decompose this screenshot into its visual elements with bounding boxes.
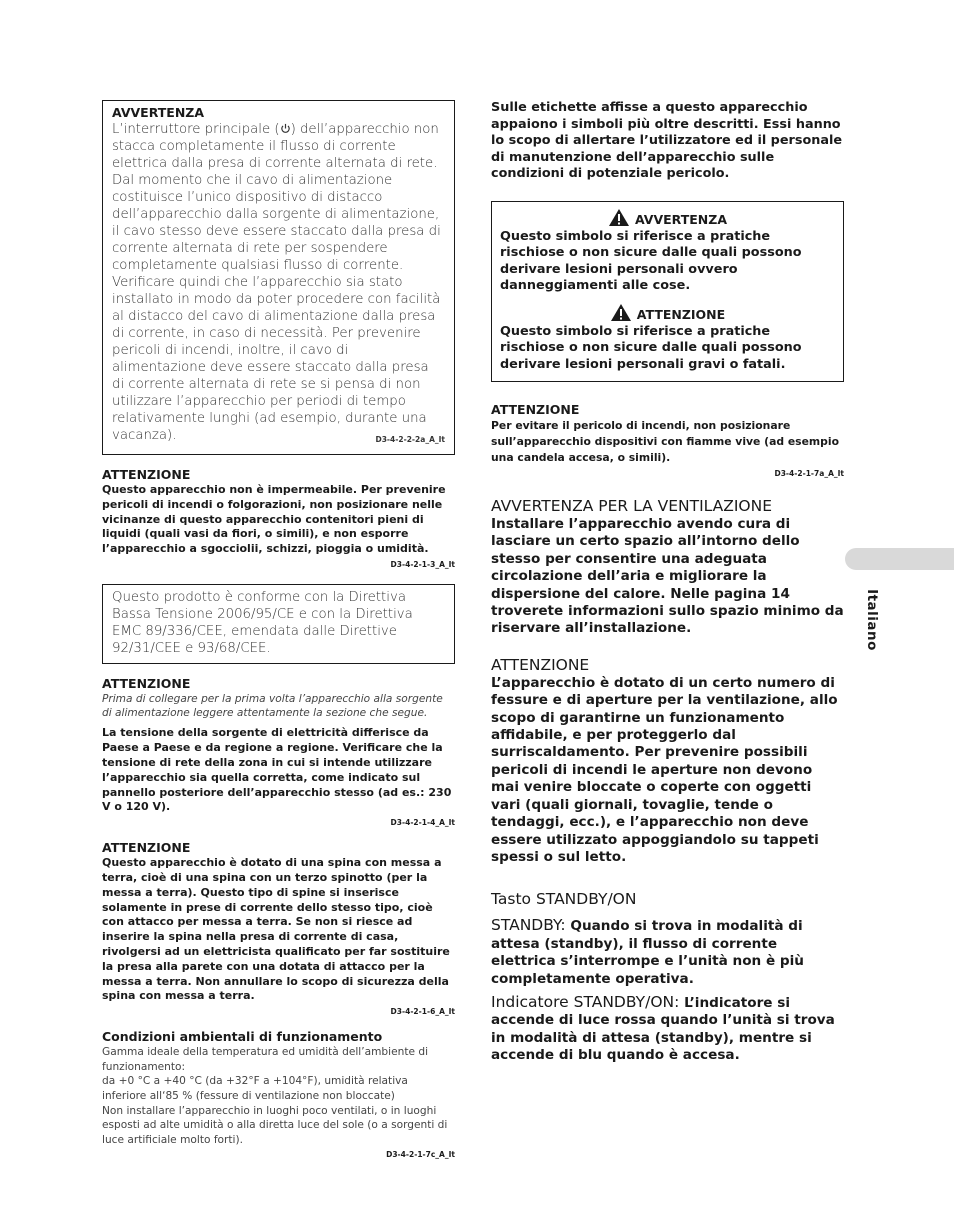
condizioni-title: Condizioni ambientali di funzionamento	[102, 1029, 383, 1045]
condizioni-section	[102, 1029, 455, 1160]
avvertenza-text	[112, 121, 445, 444]
symbols-intro: Sulle etichette affisse a questo apparecchio appaiono i simboli più oltre descritti. Essi hanno lo scopo di allertare l’utilizzatore ed il personale di manutenzione dell’apparecchio sulle condizioni di potenziale pericolo.	[491, 100, 843, 181]
language-side-tab	[845, 548, 954, 570]
ventilazione-title: AVVERTENZA PER LA VENTILAZIONE	[491, 497, 773, 515]
attenzione1-title: ATTENZIONE	[102, 467, 191, 482]
attenzione2-italic: Prima di collegare per la prima volta l’apparecchio alla sorgente di alimentazione leggere attentamente la sezione che segue.	[102, 692, 443, 720]
avvertenza-code: D3-4-2-2-2a_A_It	[375, 435, 445, 444]
ventilazione-text: Installare l’apparecchio avendo cura di lasciare un certo spazio all’intorno dello stesso per consentire una adeguata circolazione dell’aria e migliorare la dispersione del calore. Nelle pagina 14 troverete informazioni sullo spazio minimo da riservare all’installazione.	[491, 516, 844, 637]
avvertenza-symbol-text: Questo simbolo si riferisce a pratiche rischiose o non sicure dalle quali possono derivare lesioni personali ovvero danneggiamenti alle cose.	[500, 228, 802, 293]
attenzione-section-2	[102, 676, 455, 828]
left-column	[102, 100, 455, 1160]
standby-lead: STANDBY:	[491, 916, 566, 935]
attenzione-section-1	[102, 467, 455, 570]
language-label: Italiano	[864, 589, 880, 651]
symbol-box	[491, 201, 844, 383]
avvertenza-title: AVVERTENZA	[112, 105, 205, 120]
attenzione-symbol-title: ATTENZIONE	[636, 306, 726, 322]
attenzione2-code: D3-4-2-1-4_A_It	[390, 818, 455, 828]
conformity-text: Questo prodotto è conforme con la Direttiva Bassa Tensione 2006/95/CE e con la Direttiva EMC 89/336/CEE, emendata dalle Direttive 92/31/CEE e 93/68/CEE.	[112, 589, 413, 656]
condizioni-code: D3-4-2-1-7c_A_It	[386, 1150, 455, 1160]
standby-paragraph	[491, 917, 844, 988]
standby-text: Quando si trova in modalità di attesa (standby), il flusso di corrente elettrica s’interrompe e l’unità non è più completamente operativa.	[491, 918, 804, 987]
warning-triangle-icon	[608, 208, 630, 227]
attenzione-fiamme-section	[491, 402, 844, 479]
indicator-paragraph	[491, 994, 844, 1065]
conformity-box	[102, 584, 455, 664]
condizioni-p2: da +0 °C a +40 °C (da +32°F a +104°F), umidità relativa inferiore all‘85 % (fessure di ventilazione non bloccate)	[102, 1075, 408, 1102]
avvertenza-text-part2: ) dell’apparecchio non stacca completamente il flusso di corrente elettrica dalla presa di corrente alternata di rete. Dal momento che il cavo di alimentazione costituisce l’unico dispositivo di distacco dell’apparecchio dalla sorgente di alimentazione, il cavo stesso deve essere staccato dalla presa di corrente alternata di rete per sospendere completamente qualsiasi flusso di corrente. Verificare quindi che l’apparecchio sia stato installato in modo da poter procedere con facilità al distacco del cavo di alimentazione dalla presa di corrente, in caso di necessità. Per prevenire pericoli di incendi, inoltre, il cavo di alimentazione deve essere staccato dalla presa di corrente alternata di rete se si pensa di non utilizzare l’apparecchio per periodi di tempo relativamente lunghi (ad esempio, durante una vacanza).	[112, 122, 441, 443]
attenzione-fessure-section	[491, 656, 844, 866]
fessure-title: ATTENZIONE	[491, 655, 590, 674]
indicator-text: L’indicatore si accende di luce rossa quando l’unità si trova in modalità di attesa (standby), mentre si accende di blu quando è accesa.	[491, 994, 835, 1064]
attenzione-section-3	[102, 840, 455, 1017]
fessure-text: L’apparecchio è dotato di un certo numero di fessure e di aperture per la ventilazione, allo scopo di garantirne un funzionamento affidabile, e per proteggerlo dal surriscaldamento. Per prevenire possibili pericoli di incendi le aperture non devono mai venire bloccate o coperte con oggetti vari (quali giornali, tovaglie, tende o tendaggi, ecc.), e l’apparecchio non deve essere utilizzato appoggiandolo su tappeti spessi o sul letto.	[491, 674, 838, 865]
ventilazione-section	[491, 497, 844, 638]
attenzione3-code: D3-4-2-1-6_A_It	[390, 1007, 455, 1017]
attenzione-symbol-text: Questo simbolo si riferisce a pratiche rischiose o non sicure dalle quali possono derivare lesioni personali gravi o fatali.	[500, 323, 802, 372]
indicator-lead: Indicatore STANDBY/ON:	[491, 992, 680, 1011]
condizioni-p1: Gamma ideale della temperatura ed umidità dell’ambiente di funzionamento:	[102, 1046, 429, 1073]
standby-section	[491, 890, 844, 1064]
avvertenza-symbol-title: AVVERTENZA	[634, 211, 728, 227]
warning-triangle-icon	[610, 303, 632, 322]
attenzione1-code: D3-4-2-1-3_A_It	[390, 559, 455, 569]
attenzione1-text: Questo apparecchio non è impermeabile. Per prevenire pericoli di incendi o folgorazioni, non posizionare nelle vicinanze di questo apparecchio contenitori pieni di liquidi (quali vasi da fiori, o simili), e non esporre l’apparecchio a sgocciolii, schizzi, pioggia o umidità.	[102, 483, 446, 556]
condizioni-p3: Non installare l’apparecchio in luoghi poco ventilati, o in luoghi esposti ad alte umidità o alla diretta luce del sole (o a sorgenti di luce artificiale molto forti).	[102, 1104, 448, 1146]
attenzione-symbol-heading	[500, 303, 835, 324]
standby-title: Tasto STANDBY/ON	[491, 890, 637, 909]
attenzione3-text: Questo apparecchio è dotato di una spina con messa a terra, cioè di una spina con un terzo spinotto (per la messa a terra). Questo tipo di spine si inserisce solamente in prese di corrente dello stesso tipo, cioè con attacco per messa a terra. Se non si riesce ad inserire la spina nella presa di corrente di casa, rivolgersi ad un elettricista qualificato per far sostituire la presa alla parete con una dotata di attacco per la messa a terra. Non annullare lo scopo di sicurezza della spina con messa a terra.	[102, 856, 450, 1003]
attenzione2-title: ATTENZIONE	[102, 675, 191, 691]
attenzione2-text: La tensione della sorgente di elettricità differisce da Paese a Paese e da regione a regione. Verificare che la tensione di rete della zona in cui si intende utilizzare l’apparecchio sia quella corretta, come indicato sul pannello posteriore dell’apparecchio stesso (ad es.: 230 V o 120 V).	[102, 726, 452, 814]
fiamme-text: Per evitare il pericolo di incendi, non posizionare sull’apparecchio dispositivi con fiamme vive (ad esempio una candela accesa, o simili).	[491, 419, 840, 464]
attenzione3-title: ATTENZIONE	[102, 840, 191, 856]
avvertenza-symbol-heading	[500, 208, 835, 229]
avvertenza-box	[102, 100, 455, 455]
fiamme-code: D3-4-2-1-7a_A_It	[774, 469, 844, 478]
right-column	[491, 100, 844, 1065]
avvertenza-text-part1: L’interruttore principale (	[112, 122, 280, 137]
power-icon	[280, 123, 291, 134]
fiamme-title: ATTENZIONE	[491, 402, 580, 417]
